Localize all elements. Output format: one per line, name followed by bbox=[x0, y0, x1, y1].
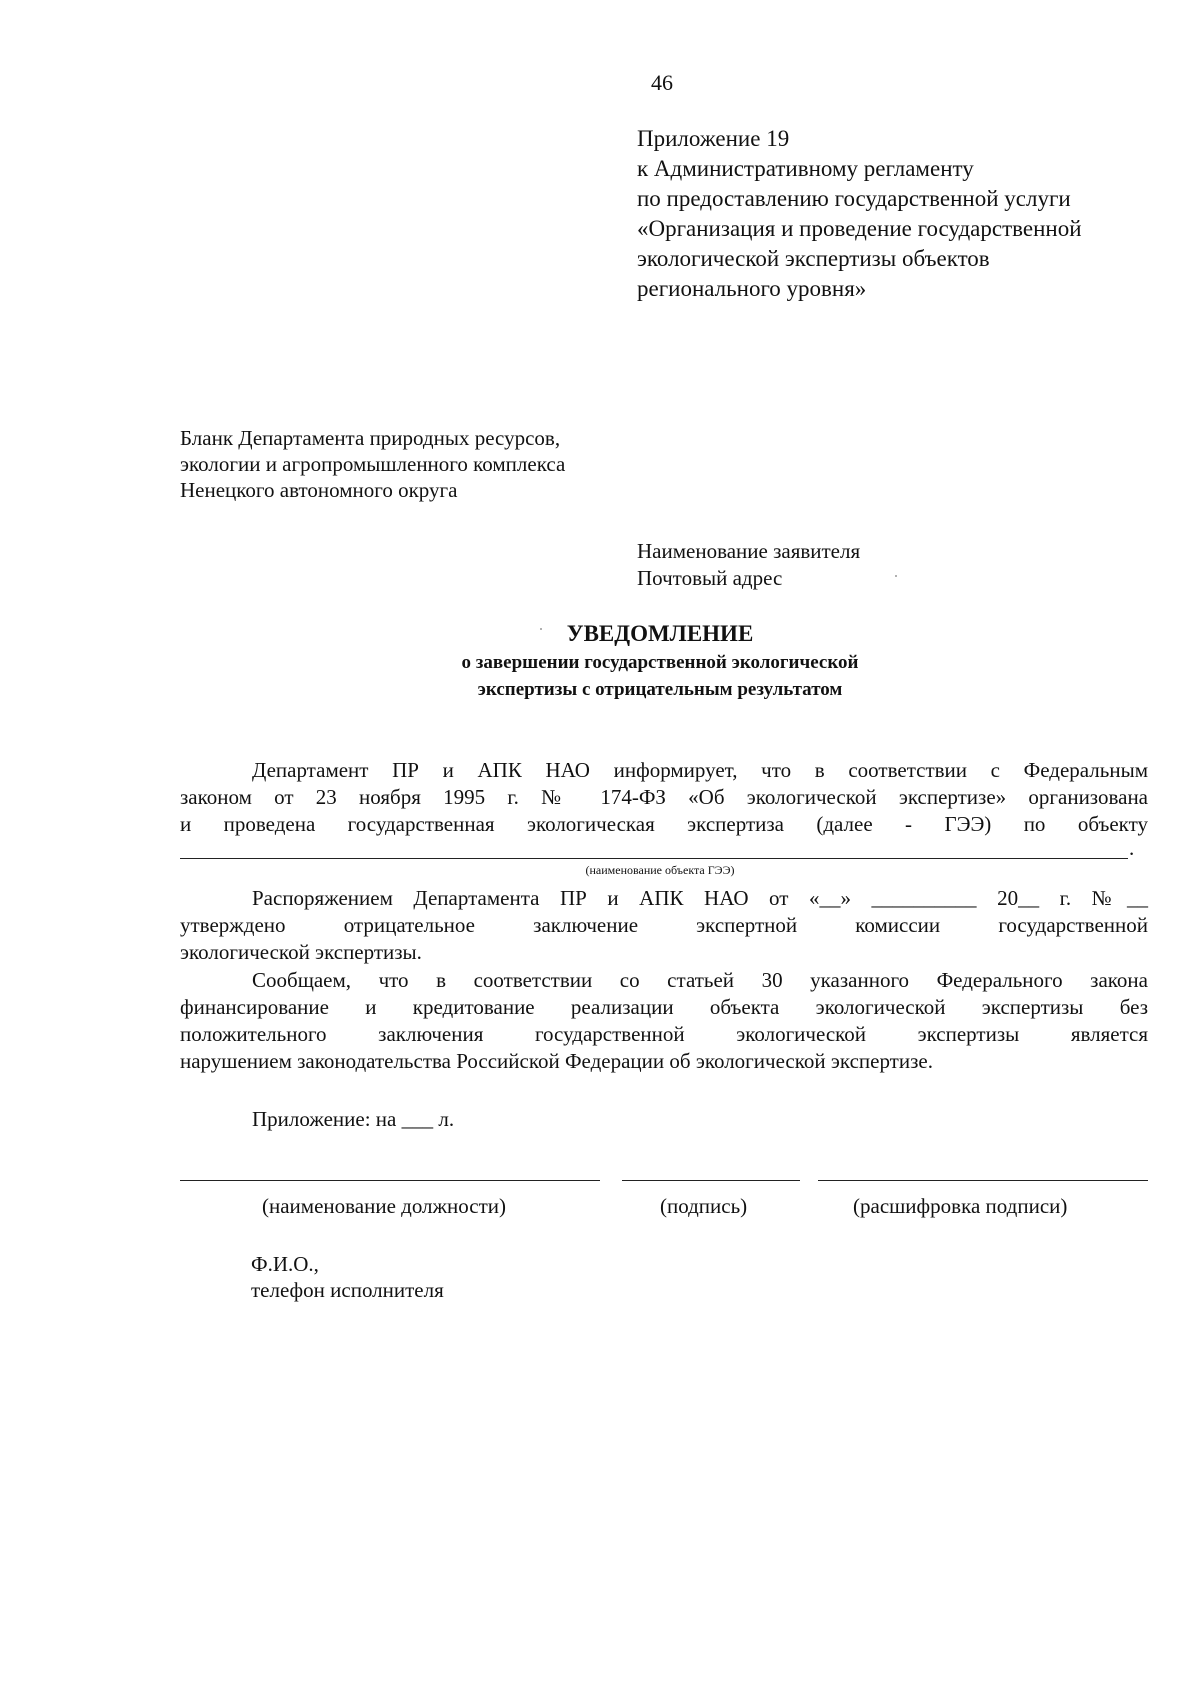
notice-subtitle: экспертизы с отрицательным результатом bbox=[477, 679, 843, 700]
decoding-caption: (расшифровка подписи) bbox=[853, 1194, 1068, 1218]
body-line: законом от 23 ноября 1995 г. № 174-ФЗ «Об экологической экспертизе» организована bbox=[180, 785, 1148, 809]
applicant-name-label: Наименование заявителя bbox=[637, 539, 861, 563]
appendix-line: по предоставлению государственной услуги bbox=[637, 186, 1071, 211]
body-line: утверждено отрицательное заключение экспертной комиссии государственной bbox=[180, 913, 1148, 937]
scan-speck bbox=[895, 575, 897, 577]
body-line: финансирование и кредитование реализации объекта экологической экспертизы без bbox=[180, 995, 1148, 1019]
body-line: и проведена государственная экологическая экспертиза (далее - ГЭЭ) по объекту bbox=[180, 812, 1148, 836]
signature-line bbox=[622, 1180, 800, 1181]
paragraph-info bbox=[180, 757, 1148, 838]
appendix-line: экологической экспертизы объектов bbox=[637, 246, 990, 271]
appendix-line: «Организация и проведение государственной bbox=[637, 216, 1082, 241]
letterhead-line: Ненецкого автономного округа bbox=[180, 478, 458, 502]
executor-fio: Ф.И.О., bbox=[251, 1252, 319, 1276]
position-signature-line bbox=[180, 1180, 600, 1181]
object-name-caption: (наименование объекта ГЭЭ) bbox=[585, 863, 735, 877]
paragraph-order bbox=[180, 885, 1148, 966]
appendix-line: Приложение 19 bbox=[637, 126, 790, 151]
letterhead-block bbox=[180, 425, 565, 503]
body-line: Распоряжением Департамента ПР и АПК НАО от «__» __________ 20__ г. №__ bbox=[252, 886, 1148, 910]
executor-block bbox=[251, 1251, 444, 1303]
object-blank-period: . bbox=[1129, 836, 1135, 860]
appendix-header bbox=[637, 124, 1082, 304]
decoding-signature-line bbox=[818, 1180, 1148, 1181]
scan-speck bbox=[540, 628, 542, 630]
body-line: положительного заключения государственной экологической экспертизы является bbox=[180, 1022, 1148, 1046]
signature-caption: (подпись) bbox=[660, 1194, 748, 1218]
notice-title-block bbox=[0, 619, 1200, 703]
body-line: Департамент ПР и АПК НАО информирует, что в соответствии с Федеральным bbox=[252, 758, 1148, 782]
addressee-block bbox=[637, 538, 860, 592]
notice-title: УВЕДОМЛЕНИЕ bbox=[566, 621, 754, 646]
page-number: 46 bbox=[651, 70, 673, 95]
attachment-line: Приложение: на ___ л. bbox=[252, 1107, 455, 1131]
body-line: нарушением законодательства Российской Федерации об экологической экспертизе. bbox=[180, 1049, 933, 1073]
executor-phone: телефон исполнителя bbox=[251, 1278, 444, 1302]
appendix-line: к Административному регламенту bbox=[637, 156, 974, 181]
letterhead-line: экологии и агропромышленного комплекса bbox=[180, 452, 566, 476]
body-line: Сообщаем, что в соответствии со статьей 30 указанного Федерального закона bbox=[252, 968, 1148, 992]
postal-address-label: Почтовый адрес bbox=[637, 566, 783, 590]
paragraph-notice bbox=[180, 967, 1148, 1075]
position-caption: (наименование должности) bbox=[262, 1194, 507, 1218]
letterhead-line: Бланк Департамента природных ресурсов, bbox=[180, 426, 561, 450]
appendix-line: регионального уровня» bbox=[637, 276, 867, 301]
notice-subtitle: о завершении государственной экологической bbox=[461, 652, 859, 673]
object-name-blank bbox=[180, 858, 1128, 859]
body-line: экологической экспертизы. bbox=[180, 940, 422, 964]
